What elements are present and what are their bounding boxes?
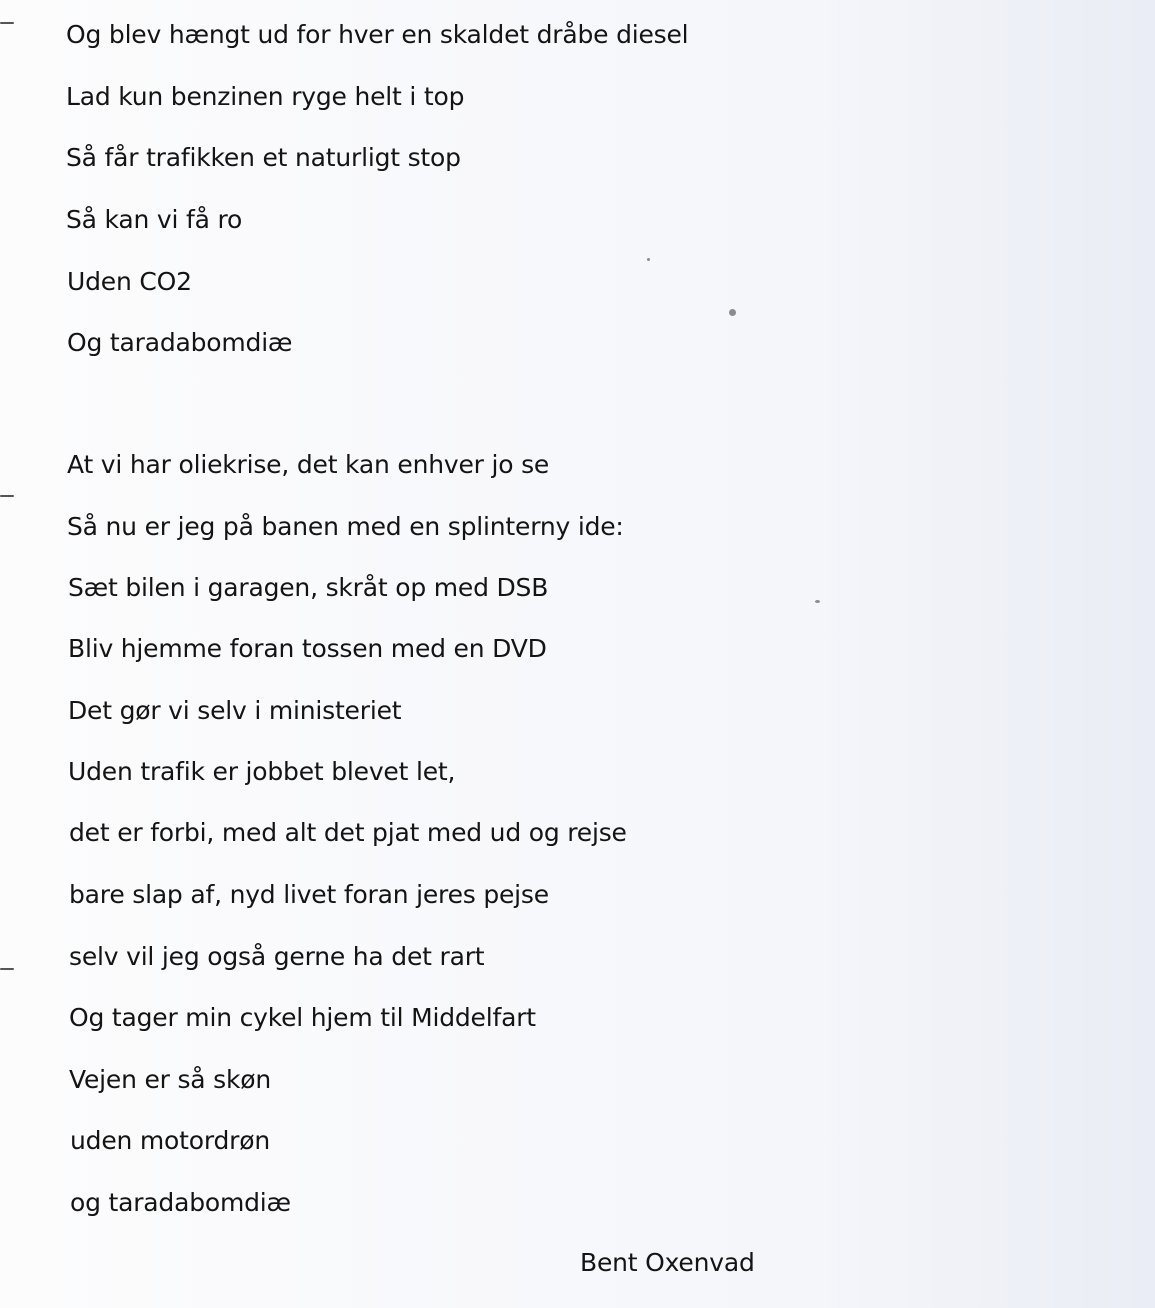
margin-mark bbox=[0, 968, 14, 970]
poem-line: uden motordrøn bbox=[70, 1126, 270, 1155]
scan-speck bbox=[729, 309, 736, 316]
poem-line: Sæt bilen i garagen, skråt op med DSB bbox=[68, 573, 549, 602]
poem-line: bare slap af, nyd livet foran jeres pejse bbox=[69, 880, 549, 909]
poem-line: det er forbi, med alt det pjat med ud og rejse bbox=[69, 818, 627, 847]
poem-line: selv vil jeg også gerne ha det rart bbox=[69, 942, 485, 971]
poem-line: Og tager min cykel hjem til Middelfart bbox=[69, 1003, 536, 1032]
poem-line: Og taradabomdiæ bbox=[67, 328, 293, 357]
poem-line: Så kan vi få ro bbox=[66, 205, 243, 234]
poem-line: Så får trafikken et naturligt stop bbox=[66, 143, 461, 172]
poem-line: og taradabomdiæ bbox=[70, 1188, 291, 1217]
scan-speck bbox=[647, 258, 650, 261]
margin-mark bbox=[0, 495, 14, 497]
margin-mark bbox=[0, 22, 14, 24]
poem-line: Vejen er så skøn bbox=[69, 1065, 272, 1094]
author-signature: Bent Oxenvad bbox=[580, 1248, 755, 1277]
poem-line: Uden trafik er jobbet blevet let, bbox=[68, 757, 456, 786]
poem-line: At vi har oliekrise, det kan enhver jo se bbox=[67, 450, 550, 479]
poem-line: Lad kun benzinen ryge helt i top bbox=[66, 82, 465, 111]
poem-line: Det gør vi selv i ministeriet bbox=[68, 696, 402, 725]
poem-line: Så nu er jeg på banen med en splinterny ide: bbox=[67, 512, 624, 541]
poem-line: Uden CO2 bbox=[67, 267, 192, 296]
scan-speck bbox=[815, 600, 820, 603]
poem-line: Bliv hjemme foran tossen med en DVD bbox=[68, 634, 547, 663]
poem-line: Og blev hængt ud for hver en skaldet dråbe diesel bbox=[66, 20, 689, 49]
